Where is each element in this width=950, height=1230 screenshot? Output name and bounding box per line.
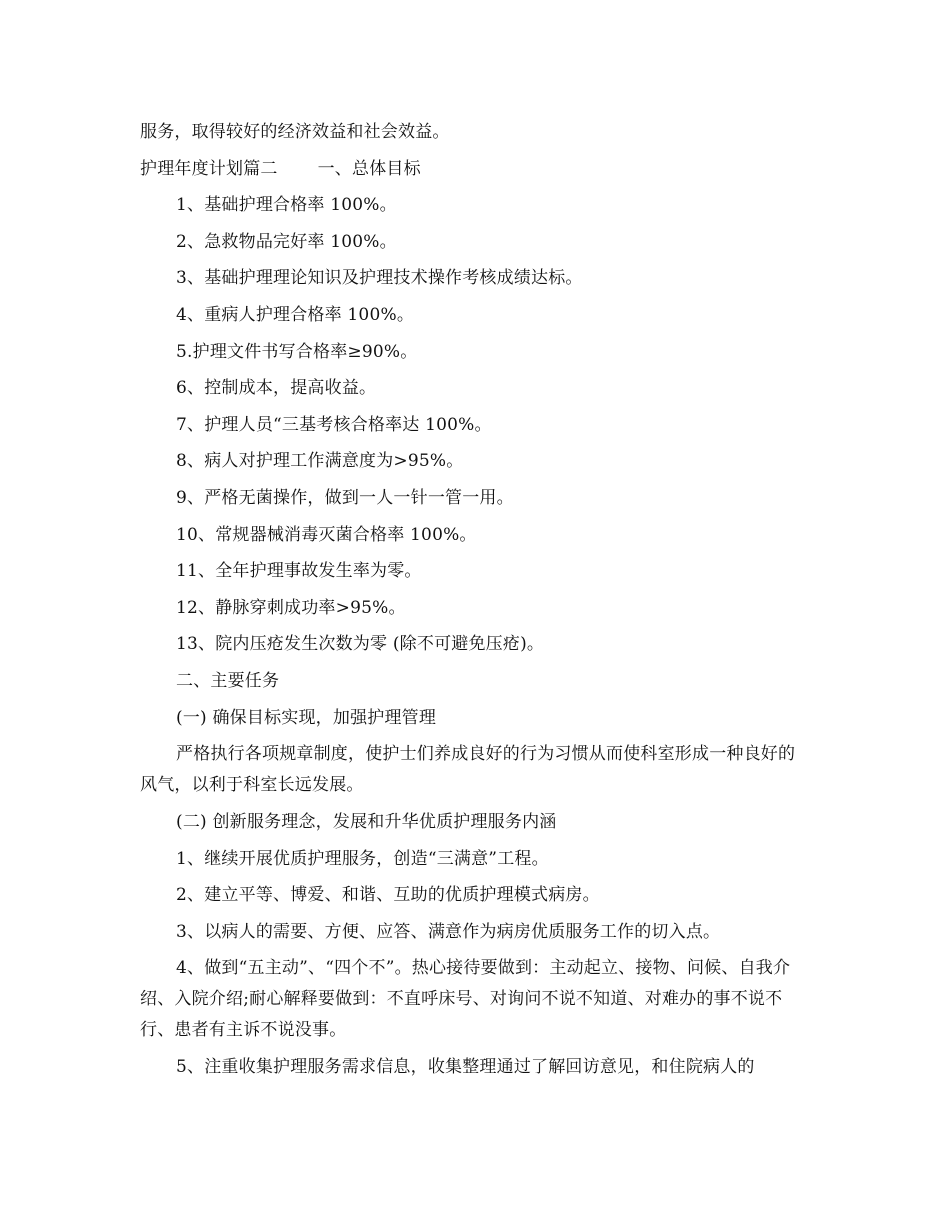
goal-item: 11、全年护理事故发生率为零。 [176, 561, 422, 582]
goal-item: 10、常规器械消毒灭菌合格率 100%。 [176, 524, 477, 545]
section-heading [140, 151, 812, 188]
plan-title: 护理年度计划篇二 [140, 158, 278, 179]
task-item: 2、建立平等、博爱、和谐、互助的优质护理模式病房。 [176, 885, 600, 906]
goal-item: 2、急救物品完好率 100%。 [176, 231, 397, 252]
goal-item: 1、基础护理合格率 100%。 [176, 195, 397, 216]
task-item: 4、做到“五主动”、“四个不”。热心接待要做到：主动起立、接物、问候、自我介绍、入院介绍;耐心解释要做到：不直呼床号、对询问不说不知道、对难办的事不说不行、患者有主诉不说没事。 [140, 958, 791, 1041]
goal-item: 12、静脉穿刺成功率>95%。 [176, 597, 406, 618]
task-item: 5、注重收集护理服务需求信息，收集整理通过了解回访意见，和住院病人的 [176, 1057, 755, 1078]
task-item: 1、继续开展优质护理服务，创造“三满意”工程。 [176, 848, 549, 869]
overall-goal-heading: 一、总体目标 [317, 158, 421, 179]
goal-item: 7、护理人员“三基考核合格率达 100%。 [176, 414, 492, 435]
goal-item: 5.护理文件书写合格率≥90%。 [176, 341, 418, 362]
goal-item: 6、控制成本，提高收益。 [176, 378, 377, 399]
document-body [140, 114, 812, 1086]
subsection-heading: (一) 确保目标实现，加强护理管理 [176, 707, 437, 728]
goal-item: 13、院内压疮发生次数为零 (除不可避免压疮)。 [176, 634, 545, 655]
paragraph: 严格执行各项规章制度，使护士们养成良好的行为习惯从而使科室形成一种良好的风气，以利于科室长远发展。 [140, 744, 796, 796]
paragraph-continuation: 服务，取得较好的经济效益和社会效益。 [140, 122, 450, 142]
goal-item: 3、基础护理理论知识及护理技术操作考核成绩达标。 [176, 268, 583, 289]
goal-item: 9、严格无菌操作，做到一人一针一管一用。 [176, 487, 514, 508]
main-tasks-heading: 二、主要任务 [176, 670, 280, 691]
subsection-heading: (二) 创新服务理念，发展和升华优质护理服务内涵 [176, 812, 557, 833]
task-item: 3、以病人的需要、方便、应答、满意作为病房优质服务工作的切入点。 [176, 921, 721, 942]
goal-item: 4、重病人护理合格率 100%。 [176, 304, 415, 325]
goal-item: 8、病人对护理工作满意度为>95%。 [176, 451, 464, 472]
